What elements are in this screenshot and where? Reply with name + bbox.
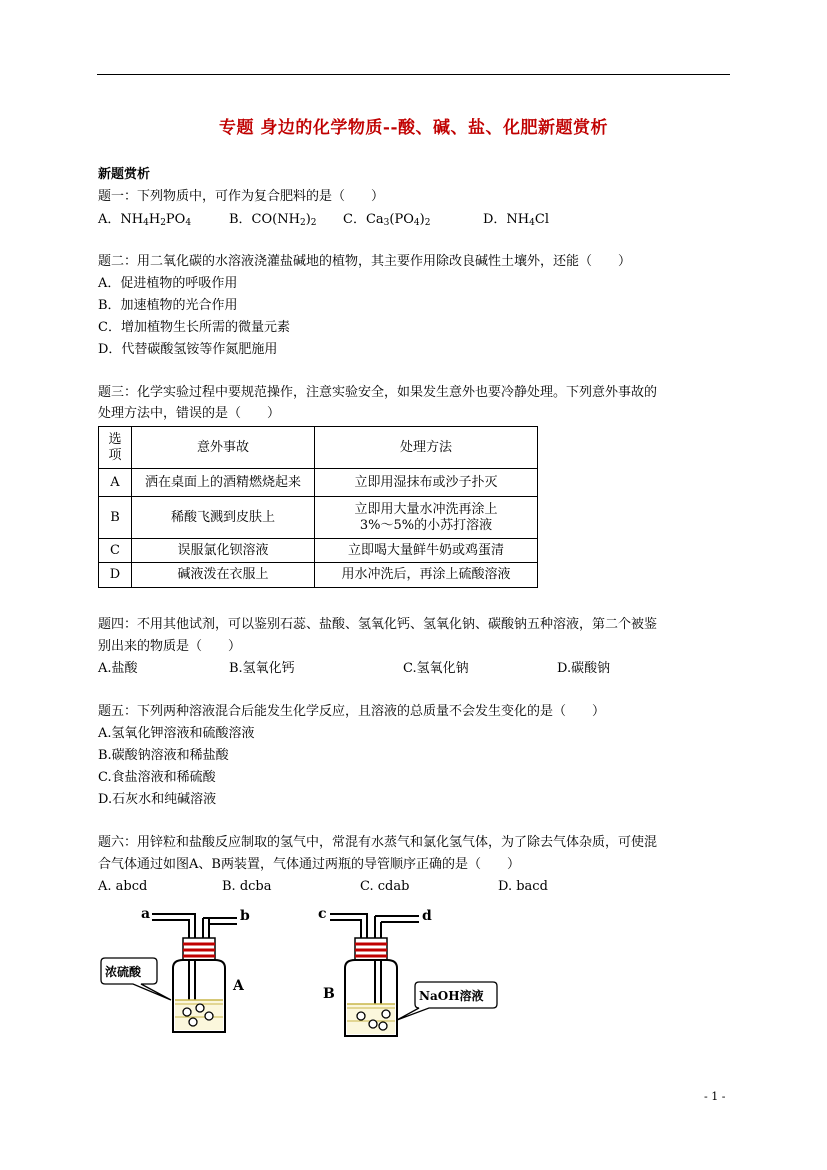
table-header-accident: 意外事故 [132, 427, 315, 469]
q2-option-b: B．加速植物的光合作用 [98, 298, 238, 313]
table-cell-option: A [99, 469, 132, 497]
header-rule [97, 74, 730, 75]
table-row [99, 469, 538, 497]
q3-stem-line2: 处理方法中，错误的是（ ） [98, 406, 281, 421]
table-cell-method: 立即用大量水冲洗再涂上 3%～5%的小苏打溶液 [315, 497, 538, 539]
q5-option-d: D.石灰水和纯碱溶液 [98, 792, 217, 807]
q4-stem-line1: 题四：不用其他试剂，可以鉴别石蕊、盐酸、氢氧化钙、氢氧化钠、碳酸钠五种溶液，第二个被鉴 [98, 617, 658, 632]
tube-label-d: d [422, 908, 432, 924]
gas-washing-bottles-diagram [97, 904, 507, 1054]
q6-option-c: C. cdab [360, 879, 410, 894]
q4-stem-line2: 别出来的物质是（ ） [98, 639, 242, 654]
bottle-label-b: B [323, 986, 335, 1002]
table-cell-option: B [99, 497, 132, 539]
bottle-label-a: A [233, 978, 244, 994]
page-number: - 1 - [704, 1090, 726, 1103]
q4-option-d: D.碳酸钠 [557, 661, 611, 676]
q5-option-c: C.食盐溶液和稀硫酸 [98, 770, 216, 785]
callout-b-text: NaOH溶液 [419, 989, 484, 1003]
q1-option-a: A．$NH_4H_2PO_4$ [98, 212, 192, 228]
q6-option-a: A. abcd [98, 879, 148, 894]
bottle-b [318, 906, 497, 1036]
table-row [99, 497, 538, 539]
tube-label-b: b [240, 908, 250, 924]
table-row [99, 563, 538, 588]
table-cell-accident: 稀酸飞溅到皮肤上 [132, 497, 315, 539]
q2-option-d: D．代替碳酸氢铵等作氮肥施用 [98, 342, 278, 357]
table-row [99, 539, 538, 563]
q4-option-a: A.盐酸 [98, 661, 138, 676]
tube-label-c: c [318, 906, 327, 922]
q2-stem: 题二：用二氧化碳的水溶液浇灌盐碱地的植物，其主要作用除改良碱性土壤外，还能（ ） [98, 254, 632, 269]
q5-stem: 题五：下列两种溶液混合后能发生化学反应，且溶液的总质量不会发生变化的是（ ） [98, 704, 606, 719]
accident-table [98, 426, 538, 588]
table-cell-method: 立即喝大量鲜牛奶或鸡蛋清 [315, 539, 538, 563]
q3-stem-line1: 题三：化学实验过程中要规范操作，注意实验安全，如果发生意外也要冷静处理。下列意外事故的 [98, 385, 658, 400]
document-title: 专题 身边的化学物质--酸、碱、盐、化肥新题赏析 [218, 118, 609, 138]
q2-option-c: C．增加植物生长所需的微量元素 [98, 320, 290, 335]
table-cell-accident: 洒在桌面上的酒精燃烧起来 [132, 469, 315, 497]
table-cell-accident: 碱液泼在衣服上 [132, 563, 315, 588]
q6-stem-line2: 合气体通过如图A、B两装置，气体通过两瓶的导管顺序正确的是（ ） [98, 857, 520, 872]
q1-option-c: C．$Ca_3(PO_4)_2$ [343, 212, 431, 228]
table-header-option: 选 项 [99, 427, 132, 469]
table-header-method: 处理方法 [315, 427, 538, 469]
q2-option-a: A．促进植物的呼吸作用 [98, 276, 238, 291]
q6-option-d: D. bacd [498, 879, 548, 894]
q4-option-c: C.氢氧化钠 [403, 661, 469, 676]
bottle-a [101, 906, 250, 1032]
table-cell-option: D [99, 563, 132, 588]
table-cell-method: 立即用湿抹布或沙子扑灭 [315, 469, 538, 497]
q5-option-a: A.氢氧化钾溶液和硫酸溶液 [98, 726, 255, 741]
q4-option-b: B.氢氧化钙 [229, 661, 295, 676]
q6-option-b: B. dcba [222, 879, 272, 894]
table-cell-option: C [99, 539, 132, 563]
q1-option-b: B．$CO(NH_2)_2$ [229, 212, 317, 228]
q6-stem-line1: 题六：用锌粒和盐酸反应制取的氢气中，常混有水蒸气和氯化氢气体，为了除去气体杂质，可使混 [98, 835, 658, 850]
tube-label-a: a [141, 906, 151, 922]
table-cell-accident: 误服氯化钡溶液 [132, 539, 315, 563]
table-header-row [99, 427, 538, 469]
section-heading: 新题赏析 [98, 167, 151, 182]
table-cell-method: 用水冲洗后，再涂上硫酸溶液 [315, 563, 538, 588]
q5-option-b: B.碳酸钠溶液和稀盐酸 [98, 748, 229, 763]
q1-option-d: D．$NH_4Cl$ [483, 212, 549, 228]
q1-stem: 题一：下列物质中，可作为复合肥料的是（ ） [98, 189, 385, 204]
callout-a-text: 浓硫酸 [105, 965, 142, 979]
